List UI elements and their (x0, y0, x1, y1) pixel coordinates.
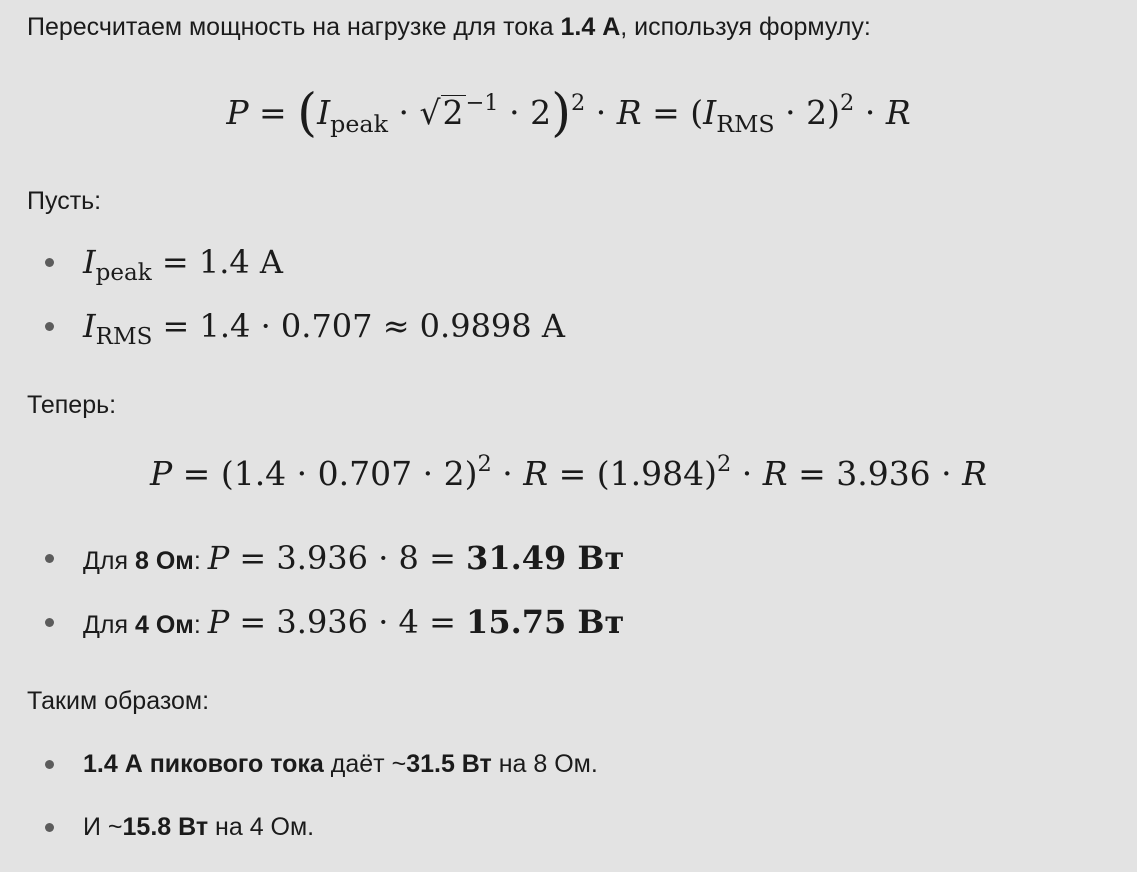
summary-power: 15.8 Вт (122, 813, 209, 841)
intro-text-end: , используя формулу: (620, 13, 871, 41)
summary-4-ohm (83, 812, 314, 842)
result-load: 8 Ом (135, 547, 194, 575)
list-item (0, 602, 1137, 642)
formula-equals: = (641, 93, 691, 132)
result-expression: = 3.936 · 8 = (229, 539, 467, 577)
summary-text: И ~ (83, 813, 123, 841)
bullet-icon (45, 258, 54, 267)
formula-current-symbol: I (317, 93, 331, 132)
current-symbol: I (83, 307, 96, 345)
result-value: 15.75 Вт (466, 603, 625, 641)
formula-inverse-exponent: −1 (465, 90, 499, 117)
formula-dot: · (854, 93, 886, 132)
formula-dot: · (498, 93, 531, 132)
formula-dot: · (585, 93, 617, 132)
formula-equals: = (248, 93, 298, 132)
result-8-ohm (83, 538, 624, 585)
peak-current-value (83, 242, 283, 286)
formula-paren-open: ( (297, 84, 318, 144)
result-value: 31.49 Вт (466, 539, 625, 577)
formula-factor-two: 2 (530, 93, 552, 132)
resistance-symbol: R (962, 454, 988, 493)
formula-peak-subscript: peak (330, 109, 388, 138)
list-item (0, 306, 1137, 351)
bullet-icon (45, 823, 54, 832)
power-symbol: P (207, 539, 230, 577)
calc-part: · (491, 454, 524, 493)
bullet-icon (45, 322, 54, 331)
summary-power: 31.5 Вт (406, 750, 492, 778)
bullet-icon (45, 554, 54, 563)
list-item (0, 744, 1137, 784)
calc-exponent: 2 (716, 451, 732, 478)
result-4-ohm (83, 602, 624, 649)
result-colon: : (193, 611, 208, 639)
power-formula (0, 84, 1137, 144)
resistance-symbol: R (523, 454, 549, 493)
summary-current: 1.4 А пикового тока (83, 750, 324, 778)
formula-dot: · (774, 93, 807, 132)
formula-paren-close: ) (551, 84, 572, 144)
formula-current-symbol-rms: I (703, 93, 717, 132)
list-item (0, 538, 1137, 578)
formula-dot: · (387, 93, 420, 132)
list-item (0, 242, 1137, 287)
summary-text-end: на 8 Ом. (491, 750, 598, 778)
formula-power-symbol: P (226, 93, 249, 132)
current-value: = 1.4 A (151, 243, 284, 281)
now-label: Теперь: (27, 391, 117, 419)
calc-part: = (1.4 · 0.707 · 2) (172, 454, 478, 493)
calc-exponent: 2 (477, 451, 492, 478)
summary-8-ohm (83, 749, 598, 779)
result-load: 4 Ом (135, 611, 194, 639)
current-subscript: RMS (95, 324, 153, 351)
formula-rms-subscript: RMS (716, 109, 775, 138)
power-symbol: P (207, 603, 230, 641)
formula-square-exponent-2: 2 (840, 90, 855, 117)
formula-paren-close-2: ) (827, 93, 841, 132)
formula-factor-two: 2 (806, 93, 828, 132)
result-colon: : (193, 547, 208, 575)
summary-text-end: на 4 Ом. (208, 813, 315, 841)
summary-label: Таким образом: (27, 687, 210, 715)
resistance-symbol: R (762, 454, 788, 493)
formula-paren-open-2: ( (690, 93, 704, 132)
bullet-icon (45, 618, 54, 627)
list-item (0, 807, 1137, 847)
calc-part: · (731, 454, 763, 493)
formula-square-exponent: 2 (571, 90, 586, 117)
rms-current-value (83, 306, 565, 350)
current-symbol: I (83, 243, 96, 281)
bullet-icon (45, 760, 54, 769)
intro-current: 1.4 А (560, 13, 621, 41)
formula-resistance-symbol: R (616, 93, 642, 132)
intro-text: Пересчитаем мощность на нагрузке для тока (27, 13, 561, 41)
power-symbol: P (149, 454, 173, 493)
current-subscript: peak (95, 260, 152, 287)
formula-sqrt-symbol: √ (419, 93, 441, 132)
let-label: Пусть: (27, 187, 102, 215)
result-prefix: Для (83, 547, 136, 575)
summary-text: даёт ~ (323, 750, 407, 778)
result-prefix: Для (83, 611, 136, 639)
formula-resistance-symbol-2: R (885, 93, 911, 132)
calc-part: = 3.936 · (787, 454, 963, 493)
formula-sqrt-operand: 2 (442, 93, 464, 132)
current-value: = 1.4 · 0.707 ≈ 0.9898 A (152, 307, 565, 345)
calc-part: = (1.984) (548, 454, 717, 493)
result-expression: = 3.936 · 4 = (229, 603, 467, 641)
intro-paragraph (27, 12, 871, 42)
power-calculation (0, 451, 1137, 498)
